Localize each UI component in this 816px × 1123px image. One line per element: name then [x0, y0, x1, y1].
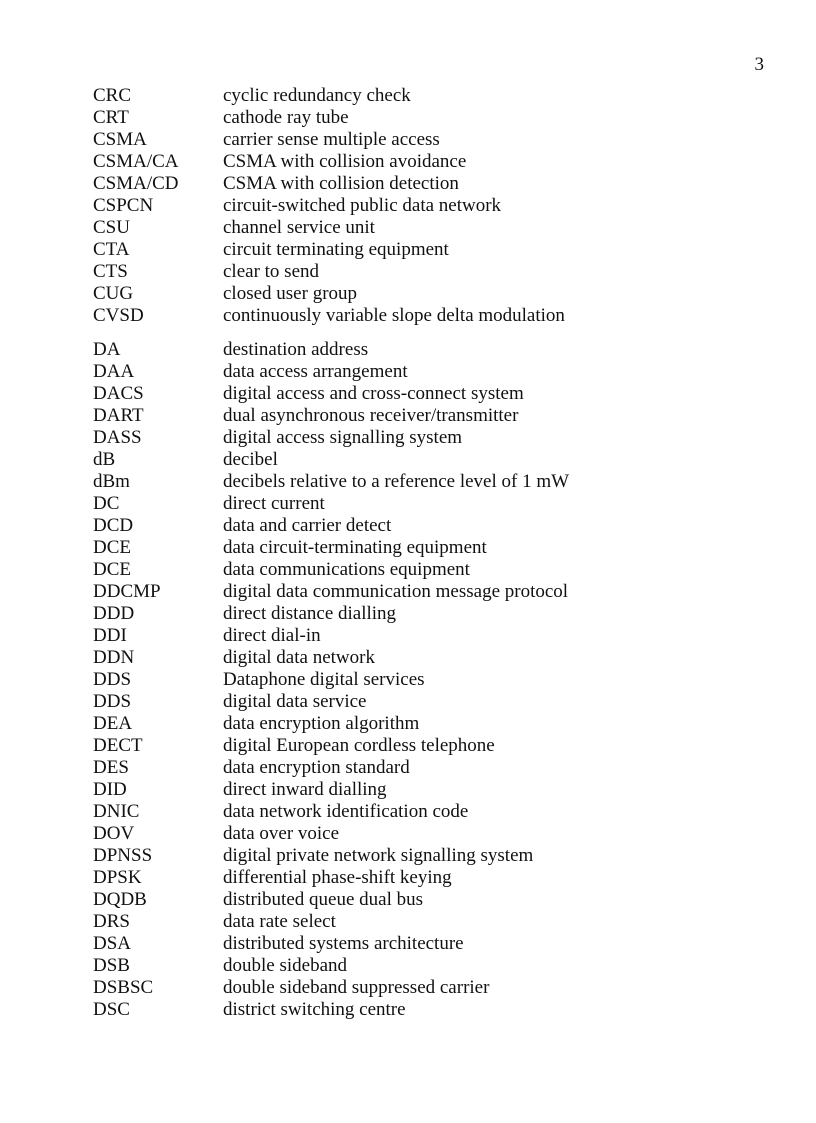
abbreviation-entry	[93, 195, 733, 217]
abbreviation-entry	[93, 129, 733, 151]
abbreviation-term: DC	[93, 493, 120, 514]
abbreviation-definition: direct distance dialling	[223, 603, 397, 624]
abbreviation-definition: differential phase-shift keying	[223, 867, 452, 888]
abbreviation-term: DCE	[93, 537, 131, 558]
abbreviation-term: DDN	[93, 647, 135, 668]
abbreviation-definition: distributed systems architecture	[223, 933, 464, 954]
abbreviation-definition: dual asynchronous receiver/transmitter	[223, 405, 519, 426]
abbreviation-term: CRT	[93, 107, 129, 128]
abbreviation-definition: digital access signalling system	[223, 427, 463, 448]
abbreviation-term: dBm	[93, 471, 130, 492]
abbreviation-definition: direct current	[223, 493, 325, 514]
abbreviation-definition: circuit-switched public data network	[223, 195, 502, 216]
abbreviation-entry	[93, 449, 733, 471]
abbreviation-term: DART	[93, 405, 144, 426]
abbreviation-entry	[93, 515, 733, 537]
abbreviation-entry	[93, 383, 733, 405]
abbreviation-term: CTA	[93, 239, 130, 260]
abbreviation-entry	[93, 779, 733, 801]
abbreviation-definition: digital European cordless telephone	[223, 735, 495, 756]
abbreviation-term: DDS	[93, 691, 132, 712]
abbreviation-term: DDS	[93, 669, 132, 690]
abbreviation-entry	[93, 283, 733, 305]
abbreviation-term: DAA	[93, 361, 135, 382]
abbreviation-entry	[93, 911, 733, 933]
abbreviation-entry	[93, 999, 733, 1021]
abbreviation-term: DDI	[93, 625, 127, 646]
abbreviation-list	[93, 85, 733, 1021]
abbreviation-term: DASS	[93, 427, 142, 448]
abbreviation-definition: channel service unit	[223, 217, 375, 238]
abbreviation-term: DRS	[93, 911, 130, 932]
abbreviation-entry	[93, 691, 733, 713]
abbreviation-entry	[93, 845, 733, 867]
abbreviation-term: CSMA/CA	[93, 151, 179, 172]
abbreviation-definition: district switching centre	[223, 999, 406, 1020]
abbreviation-term: CSMA/CD	[93, 173, 179, 194]
abbreviation-entry	[93, 933, 733, 955]
abbreviation-definition: cyclic redundancy check	[223, 85, 411, 106]
abbreviation-entry	[93, 261, 733, 283]
abbreviation-entry	[93, 581, 733, 603]
abbreviation-entry	[93, 757, 733, 779]
abbreviation-definition: clear to send	[223, 261, 320, 282]
abbreviation-definition: digital data communication message protocol	[223, 581, 569, 602]
abbreviation-definition: destination address	[223, 339, 369, 360]
abbreviation-term: DSB	[93, 955, 130, 976]
abbreviation-entry	[93, 471, 733, 493]
abbreviation-definition: data communications equipment	[223, 559, 470, 580]
abbreviation-entry	[93, 801, 733, 823]
abbreviation-definition: cathode ray tube	[223, 107, 349, 128]
abbreviation-term: DID	[93, 779, 127, 800]
abbreviation-entry	[93, 559, 733, 581]
abbreviation-definition: decibel	[223, 449, 278, 470]
abbreviation-definition: Dataphone digital services	[223, 669, 425, 690]
abbreviation-definition: distributed queue dual bus	[223, 889, 423, 910]
abbreviation-definition: data encryption algorithm	[223, 713, 420, 734]
abbreviation-definition: CSMA with collision avoidance	[223, 151, 467, 172]
abbreviation-definition: digital private network signalling system	[223, 845, 534, 866]
abbreviation-term: DDCMP	[93, 581, 161, 602]
abbreviation-term: DSA	[93, 933, 132, 954]
abbreviation-term: DDD	[93, 603, 135, 624]
abbreviation-definition: double sideband suppressed carrier	[223, 977, 490, 998]
abbreviation-definition: data circuit-terminating equipment	[223, 537, 487, 558]
abbreviation-entry	[93, 361, 733, 383]
abbreviation-entry	[93, 339, 733, 361]
abbreviation-definition: CSMA with collision detection	[223, 173, 459, 194]
abbreviation-entry	[93, 735, 733, 757]
abbreviation-definition: data over voice	[223, 823, 340, 844]
abbreviation-definition: data access arrangement	[223, 361, 408, 382]
abbreviation-definition: closed user group	[223, 283, 358, 304]
abbreviation-definition: direct inward dialling	[223, 779, 387, 800]
abbreviation-definition: data network identification code	[223, 801, 469, 822]
abbreviation-term: DPNSS	[93, 845, 153, 866]
abbreviation-definition: data encryption standard	[223, 757, 410, 778]
abbreviation-definition: circuit terminating equipment	[223, 239, 449, 260]
abbreviation-entry	[93, 603, 733, 625]
abbreviation-entry	[93, 625, 733, 647]
abbreviation-term: CSU	[93, 217, 130, 238]
abbreviation-term: CUG	[93, 283, 134, 304]
abbreviation-entry	[93, 647, 733, 669]
abbreviation-term: DSC	[93, 999, 130, 1020]
abbreviation-entry	[93, 217, 733, 239]
abbreviation-definition: continuously variable slope delta modulation	[223, 305, 565, 326]
abbreviation-term: DPSK	[93, 867, 142, 888]
abbreviation-entry	[93, 955, 733, 977]
abbreviation-term: CTS	[93, 261, 128, 282]
abbreviation-term: DA	[93, 339, 121, 360]
abbreviation-entry	[93, 173, 733, 195]
abbreviation-term: DECT	[93, 735, 143, 756]
abbreviation-definition: digital access and cross-connect system	[223, 383, 524, 404]
abbreviation-group	[93, 85, 733, 327]
abbreviation-term: DCE	[93, 559, 131, 580]
abbreviation-entry	[93, 537, 733, 559]
abbreviation-definition: data and carrier detect	[223, 515, 392, 536]
abbreviation-definition: digital data service	[223, 691, 367, 712]
abbreviation-definition: direct dial-in	[223, 625, 321, 646]
abbreviation-term: DNIC	[93, 801, 140, 822]
abbreviation-term: CSMA	[93, 129, 147, 150]
abbreviation-entry	[93, 427, 733, 449]
abbreviation-entry	[93, 239, 733, 261]
abbreviation-entry	[93, 493, 733, 515]
abbreviation-entry	[93, 85, 733, 107]
abbreviation-term: DACS	[93, 383, 144, 404]
abbreviation-term: DSBSC	[93, 977, 154, 998]
abbreviation-entry	[93, 305, 733, 327]
abbreviation-term: DQDB	[93, 889, 147, 910]
abbreviation-entry	[93, 867, 733, 889]
abbreviation-term: DES	[93, 757, 129, 778]
abbreviation-term: CRC	[93, 85, 132, 106]
abbreviation-definition: double sideband	[223, 955, 348, 976]
abbreviation-group	[93, 339, 733, 1021]
abbreviation-term: CSPCN	[93, 195, 154, 216]
abbreviation-entry	[93, 151, 733, 173]
abbreviation-entry	[93, 823, 733, 845]
abbreviation-definition: digital data network	[223, 647, 375, 668]
abbreviation-term: dB	[93, 449, 116, 470]
abbreviation-entry	[93, 107, 733, 129]
abbreviation-term: DEA	[93, 713, 133, 734]
abbreviation-definition: decibels relative to a reference level of 1 mW	[223, 471, 570, 492]
abbreviation-entry	[93, 405, 733, 427]
abbreviation-term: DCD	[93, 515, 134, 536]
abbreviation-entry	[93, 713, 733, 735]
abbreviation-entry	[93, 889, 733, 911]
abbreviation-term: CVSD	[93, 305, 144, 326]
abbreviation-entry	[93, 977, 733, 999]
abbreviation-definition: data rate select	[223, 911, 336, 932]
abbreviation-entry	[93, 669, 733, 691]
page-number: 3	[754, 54, 764, 75]
abbreviation-definition: carrier sense multiple access	[223, 129, 440, 150]
abbreviation-term: DOV	[93, 823, 135, 844]
